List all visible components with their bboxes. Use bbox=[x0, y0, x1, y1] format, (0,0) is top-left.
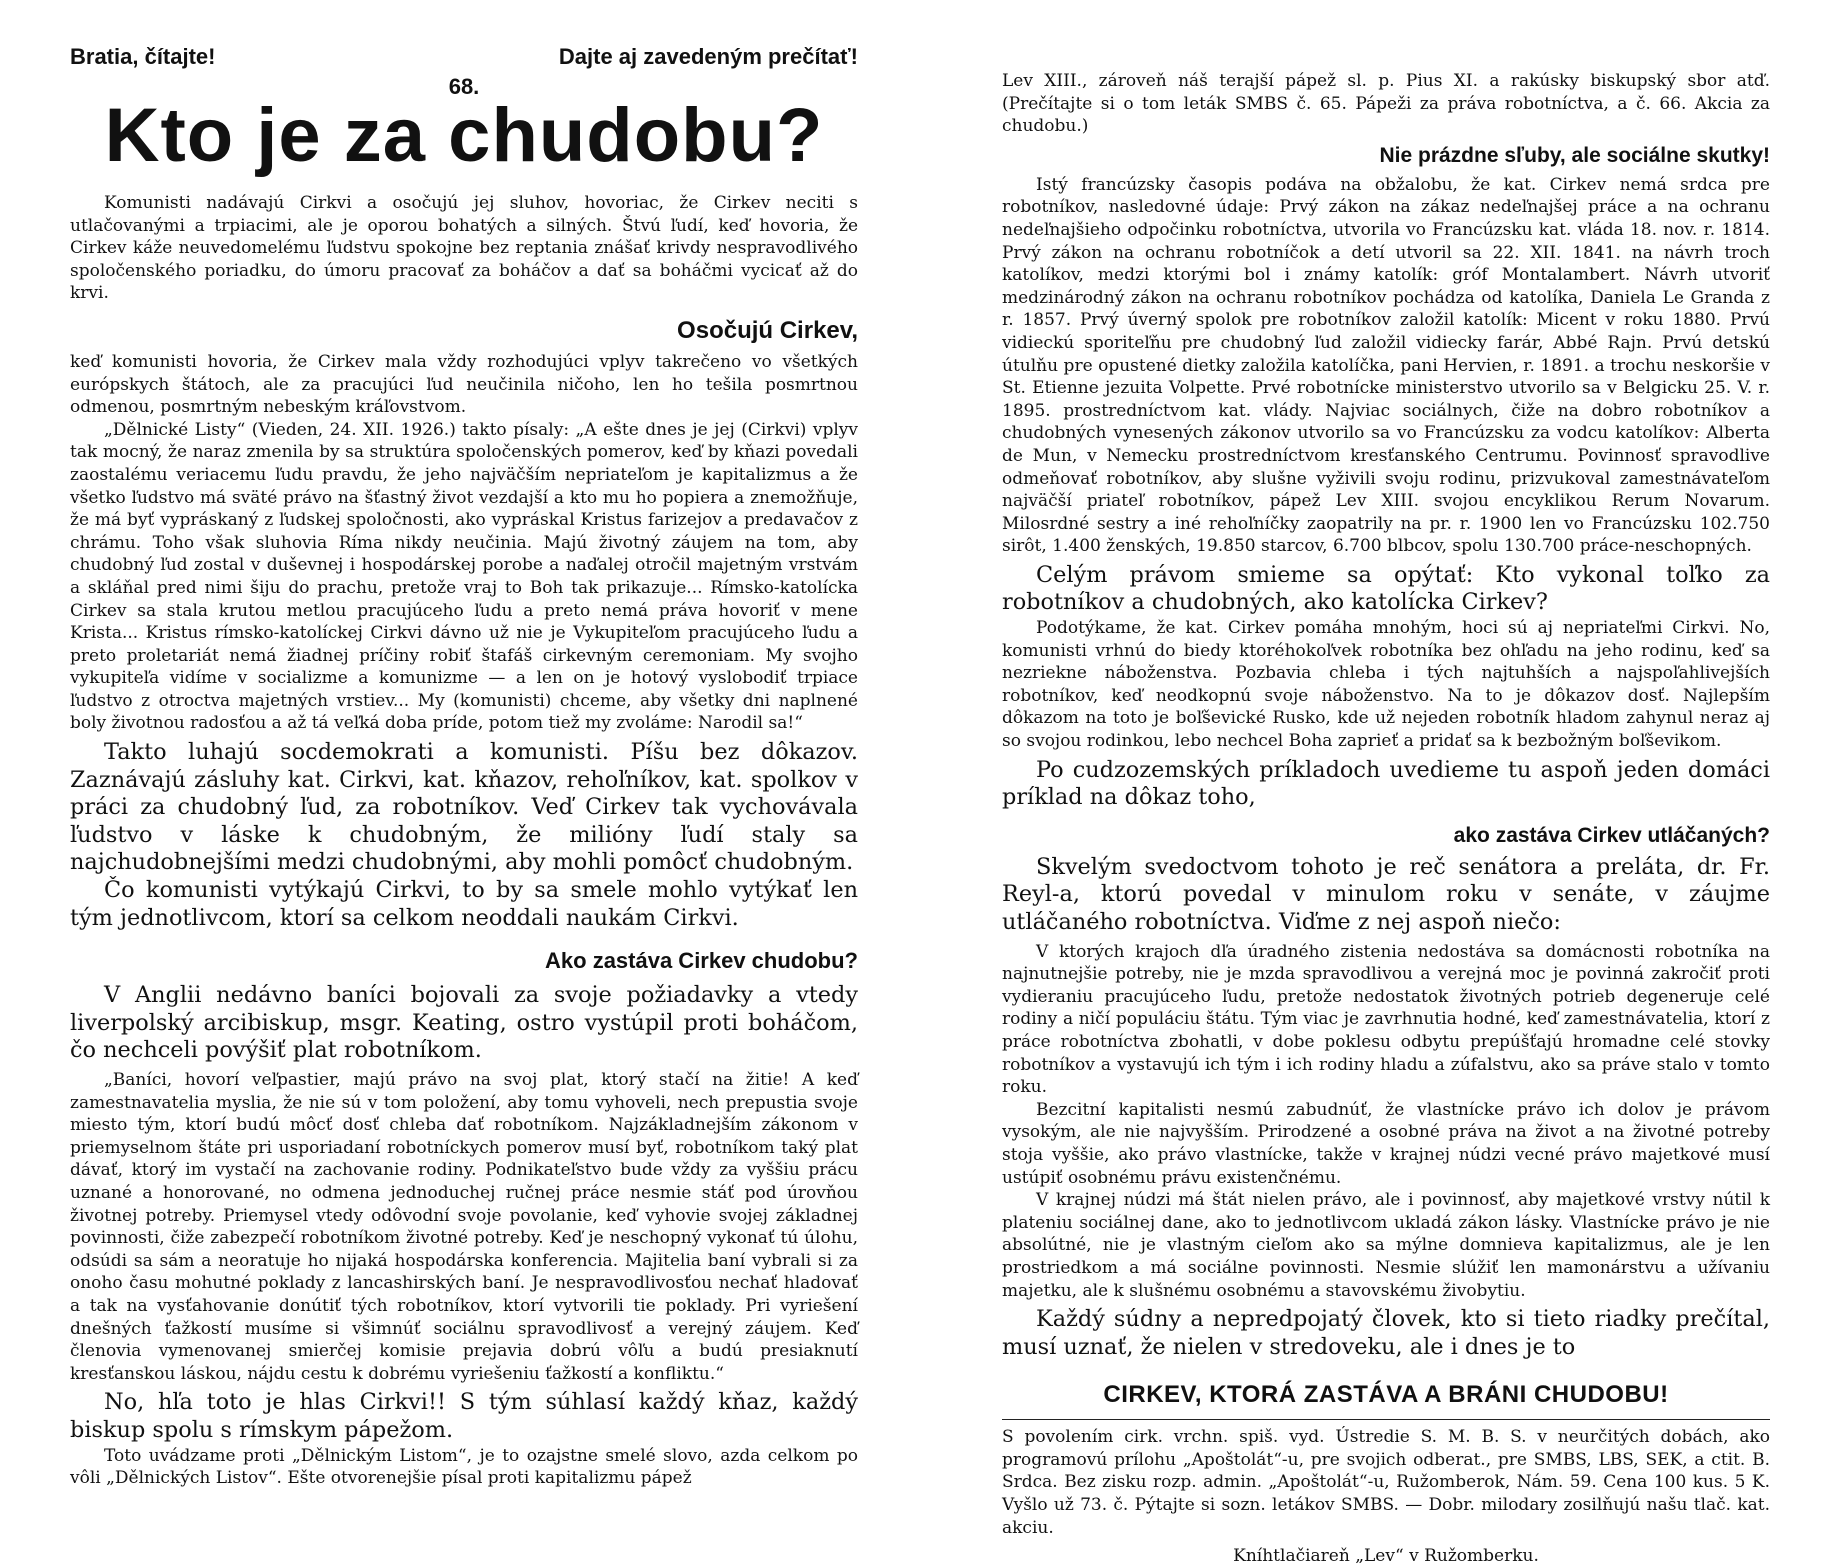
paragraph-large: Po cudzozemských príkladoch uvedieme tu aspoň jeden domáci príklad na dôkaz toho, bbox=[1002, 756, 1770, 811]
section-heading-osocuju: Osočujú Cirkev, bbox=[677, 316, 858, 344]
closing-statement: CIRKEV, KTORÁ ZASTÁVA A BRÁNI CHUDOBU! bbox=[1103, 1381, 1669, 1409]
divider bbox=[1002, 1419, 1770, 1420]
paragraph-quote-keating: „Baníci, hovorí veľpastier, majú právo na svoj plat, ktorý stačí na žitie! A keď zamestnavatelia myslia, že nie sú v tom položení, aby tomu vyhoveli, nech prepustia svoje miesto tým, ktorí budú môcť dosť chleba dať robotníkom. Najzákladnejším zákonom v priemyselnom štáte pri usporiadaní robotníckych pomerov musí byť, robotníkom taký plat dávať, ktorý im vystačí na zachovanie rodiny. Podnikateľstvo bude vždy za vyššiu prácu uznané a honorované, no odmena jednoduchej ručnej práce nesmie stáť pod úrovňou životnej potreby. Priemysel vtedy odôvodní svoje povolanie, keď vyhovie svojej základnej povinnosti, čiže zabezpečí robotníkom životné potreby. Keď je neschopný vykonať tú úlohu, odsúdi sa sám a neoratuje ho nijaká hospodárska konferencia. Majitelia baní vybrali si za onoho času mohutné poklady z lancashirských baní. Je nespravodlivosťou nechať hladovať a tak na vysťahovanie donútiť tých robotníkov, ktorí vytvorili tie poklady. Pri vyriešení dnešných ťažkostí musíme si všimnúť sociálnu spravodlivosť a verejný záujem. Keď členovia vymenovanej smierčej komisie prejavia dobrú vôľu a budú presiaknutí kresťanskou láskou, nájdu cestu k dobrému vyriešeniu ťažkostí a konfliktu.“ bbox=[70, 1070, 858, 1384]
colophon: S povolením cirk. vrchn. spiš. vyd. Ústredie S. M. B. S. v neurčitých dobách, ako programovú prílohu „Apoštolát“-u, pre svojich odberat., pre SMBS, LBS, SEK, a ctit. B. Srdca. Bez zisku rozp. admin. „Apoštolát“-u, Ružomberok, Nám. 59. Cena 100 kus. 5 K. Vyšlo už 73. č. Pýtajte si sozn. letákov SMBS. — Dobr. milodary zosilňujú našu tlač. kat. akciu. bbox=[1002, 1427, 1770, 1538]
paragraph-large: Skvelým svedoctvom tohoto je reč senátora a preláta, dr. Fr. Reyl-a, ktorú povedal v minulom roku v senáte, v záujme utláčaného robotníctva. Viďme z nej aspoň niečo: bbox=[1002, 853, 1770, 935]
top-line bbox=[70, 44, 858, 78]
top-left-slogan: Bratia, čítajte! bbox=[70, 44, 216, 69]
intro-paragraph: Komunisti nadávajú Cirkvi a osočujú jej sluhov, hovoriac, že Cirkev neciti s utlačovanými a trpiacimi, ale je oporou bohatých a silných. Štvú ľudí, keď hovoria, že Cirkev káže neuvedomelému ľudstvu spokojne bez reptania znášať krivdy nespravodlivého spoločenského poriadku, do úmoru pracovať za boháčov a dať sa boháčmi vycicať až do krvi. bbox=[70, 193, 858, 304]
right-page bbox=[916, 0, 1832, 1567]
paragraph: Toto uvádzame proti „Dělnickým Listom“, je to ozajstne smelé slovo, azda celkom po vôli „Dělnických Listov“. Ešte otvorenejšie písal proti kapitalizmu pápež bbox=[70, 1445, 858, 1489]
paragraph: Lev XIII., zároveň náš terajší pápež sl. p. Pius XI. a rakúsky biskupský sbor atď. (Prečítajte si o tom leták SMBS č. 65. Pápeži za práva robotníctva, a č. 66. Akcia za chudobu.) bbox=[1002, 71, 1770, 137]
paragraph-large: No, hľa toto je hlas Cirkvi!! S tým súhlasí každý kňaz, každý biskup spolu s rímskym pápežom. bbox=[70, 1389, 858, 1443]
paragraph: Istý francúzsky časopis podáva na obžalobu, že kat. Cirkev nemá srdca pre robotníkov, nasledovné údaje: Prvý zákon na zákaz nedeľnajšej práce a na ochranu nedeľnajšieho odpočinku robotníctva, utvorila vo Francúzsku kat. vláda 18. nov. r. 1814. Prvý zákon na ochranu robotníčok a detí utvoril sa 22. XII. 1841. na návrh troch katolíkov, medzi ktorými bol i známy katolík: gróf Montalambert. Návrh utvoriť medzinárodný zákon na ochranu robotníkov pochádza od katolíka, Daniela Le Granda z r. 1857. Prvý úverný spolok pre robotníkov založil katolík: Micent v roku 1880. Prvú vidieckú sporiteľňu pre chudobný ľud založil vidiecky farár, Abbé Rajn. Prvú detskú útulňu pre opustené dietky založila katolíčka, pani Hervien, r. 1891. a trochu neskoršie v St. Etienne jezuita Volpette. Prvé robotnícke ministerstvo utvorilo sa v Belgicku 25. V. r. 1895. prostredníctvom kat. vlády. Najviac sociálnych, čiže na dobro robotníkov a chudobných vynesených zákonov utvorilo sa vo Francúzsku za vodcu katolíkov: Alberta de Mun, v Nemecku prostredníctvom kresťanského Centrumu. Povinnosť spravodlive odmeňovať robotníkov, aby slušne vyživili svoju rodinu, prizvukoval zamestnávateľom najväčší priateľ robotníkov, pápež Lev XIII. svojou encyklikou Rerum Novarum. Milosrdné sestry a iné rehoľníčky zaopatrily na pr. r. 1900 len vo Francúzsku 102.750 sirôt, 1.400 ženských, 19.850 starcov, 6.700 blbcov, spolu 130.700 práce-neschopných. bbox=[1002, 174, 1770, 557]
paragraph: Bezcitní kapitalisti nesmú zabudnúť, že vlastnícke právo ich dolov je právom vysokým, ale nie najvyšším. Prirodzené a osobné práva na život a na životné potreby stoja vyššie, ako právo vlastnícke, takže v krajnej núdzi vecné právo majetkové musí ustúpiť osobnému právu existenčnému. bbox=[1002, 1099, 1770, 1188]
paragraph-quote-delnicke-listy: „Dělnické Listy“ (Vieden, 24. XII. 1926.) takto písaly: „A ešte dnes je jej (Cirkvi) vplyv tak mocný, že naraz zmenila by sa struktúra spoločenských pomerov, keď by kňazi povedali zaostalému veriacemu ľudu pravdu, že jeho najväčším nepriateľom je kapitalizmus a že všetko ľudstvo má sväté právo na šťastný život vezdajší a kto mu ho popiera a znemožňuje, že má byť vypráskaný z ľudskej spoločnosti, ako vypráskal Kristus farizejov a predavačov z chrámu. Toho však sluhovia Ríma nikdy neučinia. Majú životný záujem na tom, aby chudobný ľud zostal v duševnej i hospodárskej porobe a naďalej otročil majetným vrstvám a skláňal pred nimi šiju do prachu, pretože vraj to Boh tak prikazuje... Rímsko-katolícka Cirkev sa stala krutou metlou pracujúceho ľudu a preto nemá práva hovoriť v mene Krista... Kristus rímsko-katolíckej Cirkvi dávno už nie je Vykupiteľom pracujúceho ľudu a preto proletariát nemá žiadnej príčiny robiť štafáš cirkevným ceremoniam. My svojho vykupiteľa vidíme v socializme a komunizme — a len on je hotový vyslobodiť trpiace ľudstvo z otroctva majetných vrstiev... My (komunisti) chceme, aby všetky dni naplnené boly životnou radosťou a až tá veľká doba príde, potom tiež my zvoláme: Narodil sa!“ bbox=[70, 419, 858, 734]
section-heading-ako-zastava: Ako zastáva Cirkev chudobu? bbox=[545, 948, 858, 974]
paragraph-large: Čo komunisti vytýkajú Cirkvi, to by sa smele mohlo vytýkať len tým jednotlivcom, ktorí sa celkom neoddali naukám Cirkvi. bbox=[70, 877, 858, 931]
section-heading-utlacanych: ako zastáva Cirkev utláčaných? bbox=[1453, 823, 1770, 847]
paragraph-large: Každý súdny a nepredpojatý človek, kto si tieto riadky prečítal, musí uznať, že nielen v stredoveku, ale i dnes je to bbox=[1002, 1306, 1770, 1360]
page-title: Kto je za chudobu? bbox=[104, 93, 824, 178]
paragraph-large: Celým právom smieme sa opýtať: Kto vykonal toľko za robotníkov a chudobných, ako katolícka Cirkev? bbox=[1002, 561, 1770, 616]
top-right-slogan: Dajte aj zavedeným prečítať! bbox=[558, 44, 858, 69]
paragraph: keď komunisti hovoria, že Cirkev mala vždy rozhodujúci vplyv takrečeno vo všetkých európskych štátoch, ale za pracujúci ľud neučinila ničoho, len ho tešila posmrtnou odmenou, posmrtným nebeským kráľovstvom. bbox=[70, 351, 858, 418]
paragraph: V krajnej núdzi má štát nielen právo, ale i povinnosť, aby majetkové vrstvy nútil k plateniu sociálnej dane, ako to jednotlivcom ukladá zákon lásky. Vlastnícke právo je nie absolútné, nie je vlastným cieľom ako sa mýlne domnieva kapitalizmus, ale je len prostriedkom a má sociálne povinnosti. Nesmie slúžiť len mamonárstvu a užívaniu majetku, ale k slušnému osobnému a stavovskému živobytiu. bbox=[1002, 1190, 1770, 1301]
paragraph-large: Takto luhajú socdemokrati a komunisti. Píšu bez dôkazov. Zaznávajú zásluhy kat. Cirkvi, kat. kňazov, rehoľníkov, kat. spolkov v práci za chudobný ľud, za robotníkov. Veď Cirkev tak vychovávala ľudstvo v láske k chudobným, že milióny ľudí staly sa najchudobnejšími medzi chudobnými, aby mohli pomôcť chudobným. bbox=[70, 739, 858, 876]
printer-imprint: Kníhtlačiareň „Lev“ v Ružomberku. bbox=[1233, 1546, 1539, 1567]
paragraph-large: V Anglii nedávno baníci bojovali za svoje požiadavky a vtedy liverpolský arcibiskup, msgr. Keating, ostro vystúpil proti boháčom, čo nechceli povýšiť plat robotníkom. bbox=[70, 982, 858, 1064]
section-heading-socialne-skutky: Nie prázdne sľuby, ale sociálne skutky! bbox=[1379, 143, 1770, 167]
left-page bbox=[0, 0, 916, 1500]
issue-number: 68. bbox=[448, 74, 480, 99]
paragraph: Podotýkame, že kat. Cirkev pomáha mnohým, hoci sú aj nepriateľmi Cirkvi. No, komunisti vrhnú do biedy ktoréhokoľvek robotníka bez ohľadu na jeho rodinu, keď sa nezriekne náboženstva. Pozbavia chleba i tých najtuhších a najspoľahlivejších robotníkov, keď neodkopnú svoje náboženstvo. Na to je dôkazov dosť. Najlepším dôkazom na toto je boľševické Rusko, kde už nejeden robotník hladom zahynul neraz aj so svojou rodinkou, lebo nechcel Boha zaprieť a pridať sa k bezbožným boľševikom. bbox=[1002, 618, 1770, 752]
paragraph: V ktorých krajoch dľa úradného zistenia nedostáva sa domácnosti robotníka na najnutnejšie potreby, nie je mzda spravodlivou a verejná moc je povinná zakročiť proti vydieraniu pracujúceho ľudu, pretože nedostatok životných potrieb degeneruje celé rodiny a ničí populáciu štátu. Tým viac je zavrhnutia hodné, keď zamestnávatelia, ktorí z práce robotníctva zbohatli, v dobe poklesu odbytu prepúšťajú hromadne celé stovky robotníkov a vystavujú ich tým i ich rodiny hladu a zúfalstvu, ako sa práve stalo v tomto roku. bbox=[1002, 941, 1770, 1098]
